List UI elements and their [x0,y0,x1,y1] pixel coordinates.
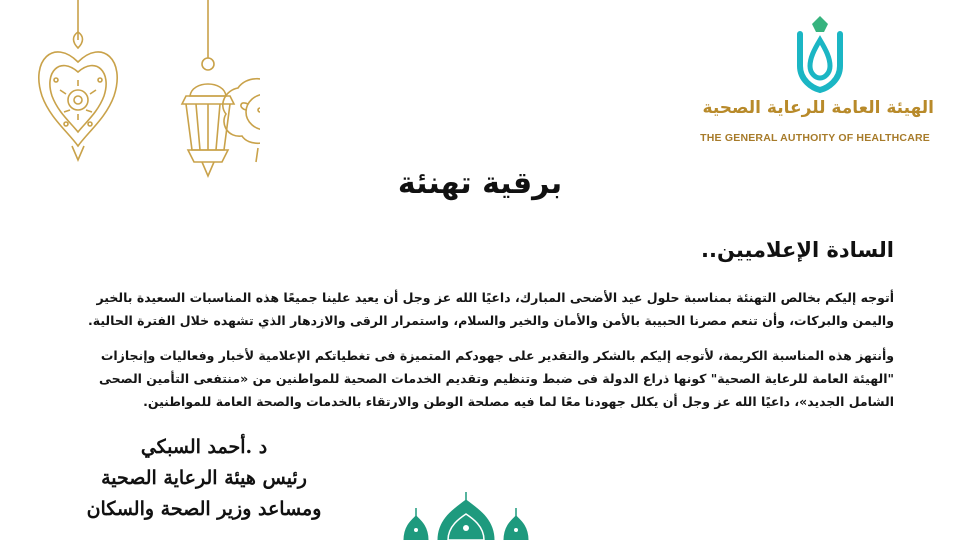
salutation: السادة الإعلاميين.. [701,238,894,262]
healthcare-logo-icon [790,14,850,94]
signature-block [44,432,364,525]
signatory-title-line2: ومساعد وزير الصحة والسكان [86,498,322,520]
decorative-ornament-icon [39,0,117,160]
signatory-name: د .أحمد السبكي [140,436,268,458]
page-title: برقية تهنئة [397,166,563,201]
organization-name-english: THE GENERAL AUTHOITY OF HEALTHCARE [700,132,930,144]
sheep-icon [223,0,260,162]
organization-name-arabic: الهيئة العامة للرعاية الصحية [702,98,934,118]
lantern-icon [182,0,234,176]
signatory-title-line1: رئيس هيئة الرعاية الصحية [101,467,307,489]
mosque-icon [386,492,546,540]
paragraph-thanks: وأنتهز هذه المناسبة الكريمة، لأتوجه إليكم بالشكر والتقدير على جهودكم المتميزة فى تغطياتكم الإعلامية لأخبار وفعاليات وإنجازات "الهيئة العامة للرعاية الصحية" كونها ذراع الدولة فى ضبط وتنظيم وتقديم الخدمات الصحية للمواطنين من «منتفعى التأمين الصحى الشامل الجديد»، داعيًا الله عز وجل أن يكلل جهودنا معًا لما فيه مصلحة الوطن والارتقاء بالخدمات والصحة العامة للمواطنين. [98,348,894,409]
paragraph-congratulation: أتوجه إليكم بخالص التهنئة بمناسبة حلول عيد الأضحى المبارك، داعيًا الله عز وجل أن يعيد علينا جميعًا هذه المناسبات السعيدة بالخير واليمن والبركات، وأن تنعم مصرنا الحبيبة بالأمن والأمان والخير والسلام، واستمرار الرقى والازدهار الذي تشهده خلال الفترة الحالية. [88,290,894,328]
eid-ornaments [20,0,260,190]
